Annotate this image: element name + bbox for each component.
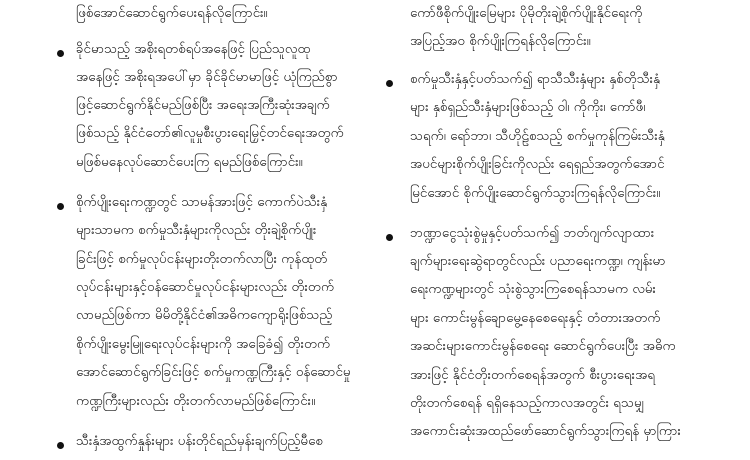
text-line: အပင်များစိုက်ပျိုးခြင်းကိုလည်း ရေရှည်အတွက်အောင် — [410, 157, 665, 172]
text-line: များ ကောင်းမွန်ချောမွေ့နေစေရေးနှင့် တံတားအတက် — [410, 311, 661, 326]
text-line: ရေးကဏ္ဍများတွင် သုံးစွဲသွားကြစေရန်သာမက လမ်း — [410, 282, 656, 297]
bullet-dot — [57, 50, 64, 57]
text-line: များ နှစ်ရှည်သီးနှံများဖြစ်သည့် ဝါ၊ ကိုကိုး၊ ကော်ဖီ၊ — [410, 100, 646, 115]
text-line: ဖြင့်ဆောင်ရွက်နိုင်မည်ဖြစ်ပြီး အရေးအကြီးဆုံးအချက် — [76, 98, 330, 113]
text-line: စိုက်ပျိုးမွေးမြူရေးလုပ်ငန်းများကို အခြေခံ၍ တိုးတက် — [76, 337, 331, 352]
text-line: စိုက်ပျိုးရေးကဏ္ဍတွင် သာမန်အားဖြင့် ကောက်ပဲသီးနှံ — [76, 195, 328, 210]
text-line: လုပ်ငန်းများနှင့်ဝန်ဆောင်မှုလုပ်ငန်းများလည်း တိုးတက် — [76, 280, 335, 295]
text-line: အောင်ဆောင်ရွက်ခြင်းဖြင့် စက်မှုကဏ္ဍကြီးနှင့် ဝန်ဆောင်မှု — [76, 365, 351, 380]
text-line: ကဏ္ဍကြီးများလည်း တိုးတက်လာမည်ဖြစ်ကြောင်း။ — [76, 394, 316, 409]
text-line: မြင်အောင် စိုက်ပျိုးဆောင်ရွက်သွားကြရန်လိုကြောင်း။ — [410, 186, 661, 201]
text-line: ဘဏ္ဍာငွေသုံးစွဲမှုနှင့်ပတ်သက်၍ ဘတ်ဂျက်လျာထား — [410, 226, 655, 241]
text-line: အားဖြင့် နိုင်ငံတိုးတက်စေရန်အတွက် စီးပွားရေးအရ — [410, 368, 656, 383]
text-line: အကောင်းဆုံးအထည်ဖော်ဆောင်ရွက်သွားကြရန် မှာကြား — [410, 424, 681, 439]
bullet-dot — [386, 80, 393, 87]
bullet-dot — [386, 234, 393, 241]
text-line: စက်မှုသီးနှံနှင့်ပတ်သက်၍ ရာသီသီးနှံများ နှစ်တိုသီးနှံ — [410, 72, 660, 87]
text-line: သီးနှံအထွက်နှုန်းများ ပန်းတိုင်ရည်မှန်းချက်ပြည့်မီစေ — [76, 434, 323, 449]
text-line: သရက်၊ ရော်ဘာ၊ သီဟိုဠ်စသည့် စက်မှုကုန်ကြမ်းသီးနှံ — [410, 129, 665, 144]
text-line: ချက်များရေးဆွဲရာတွင်လည်း ပညာရေးကဏ္ဍ၊ ကျန်းမာ — [410, 254, 666, 269]
text-line: ခိုင်မာသည့် အစိုးရတစ်ရပ်အနေဖြင့် ပြည်သူလူထု — [76, 42, 311, 57]
text-line: အနေဖြင့် အစိုးရအပေါ်မှာ ခိုင်ခိုင်မာမာဖြင့် ယုံကြည်စွာ — [76, 70, 338, 85]
text-line: ခြင်းဖြင့် စက်မှုလုပ်ငန်းများတိုးတက်လာပြီး ကုန်ထုတ် — [76, 252, 328, 267]
bullet-dot — [57, 442, 64, 449]
bullet-dot — [57, 203, 64, 210]
text-line: အပြည့်အဝ စိုက်ပျိုးကြရန်လိုကြောင်း။ — [410, 34, 591, 49]
text-line: လာမည်ဖြစ်ကာ မိမိတို့နိုင်ငံ၏အဓိကကျောရိုးဖြစ်သည့် — [76, 308, 333, 323]
text-line: ဖြစ်သည့် နိုင်ငံတော်၏လူမှုစီးပွားရေးမြှင့်တင်ရေးအတွက် — [76, 126, 344, 141]
text-line: ကော်ဖီစိုက်ပျိုးမြေများ ပိုမိုတိုးချဲ့စိုက်ပျိုးနိုင်ရေးကို — [410, 6, 643, 21]
text-line: များသာမက စက်မှုသီးနှံများကိုလည်း တိုးချဲ့စိုက်ပျိုး — [76, 223, 317, 238]
text-line: မဖြစ်မနေလုပ်ဆောင်ပေးကြ ရမည်ဖြစ်ကြောင်း။ — [76, 155, 303, 170]
text-line: တိုးတက်စေရန် ရရှိနေသည့်ကာလအတွင်း ရသမျှ — [410, 396, 645, 411]
text-line: အဆင်းများကောင်းမွန်စေရေး ဆောင်ရွက်ပေးပြီး အဓိက — [410, 339, 676, 354]
text-line: ဖြစ်အောင်ဆောင်ရွက်ပေးရန်လိုကြောင်း။ — [76, 6, 268, 21]
